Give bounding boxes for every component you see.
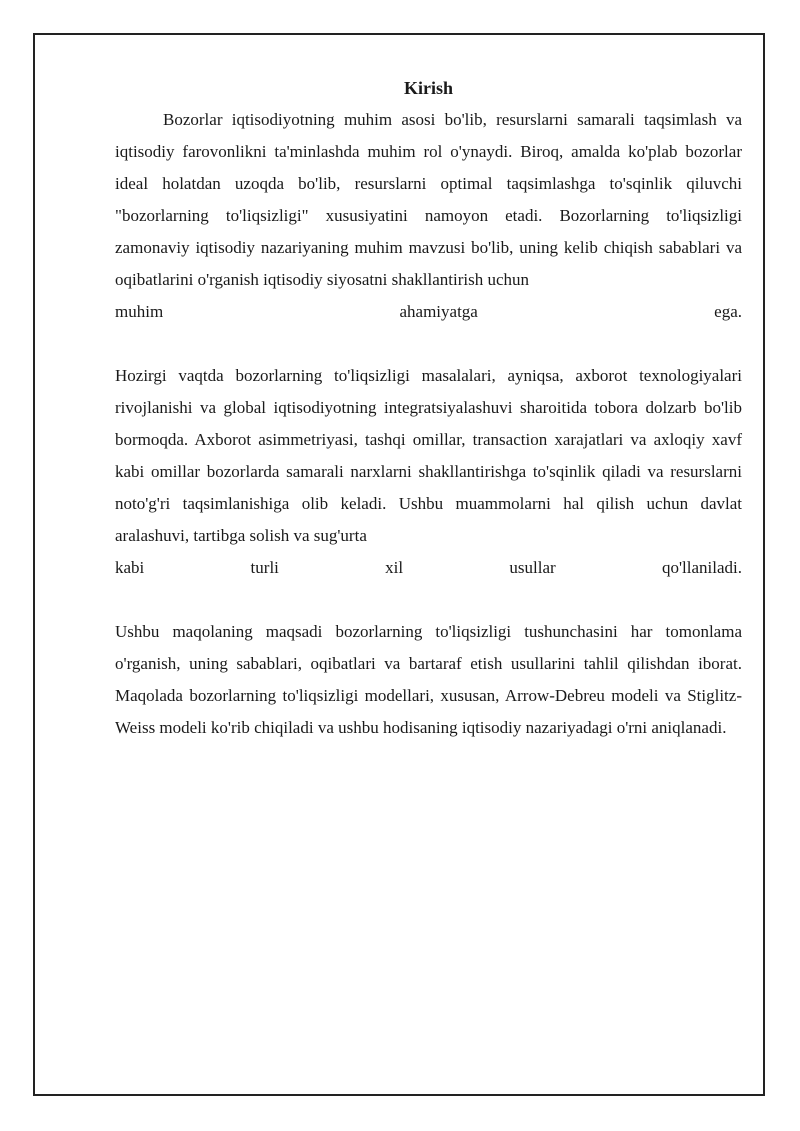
- document-body: [115, 74, 742, 744]
- paragraph-spacer: [115, 584, 742, 616]
- paragraph-3: Ushbu maqolaning maqsadi bozorlarning to'liqsizligi tushunchasini har tomonlama o'rganish, uning sabablari, oqibatlari va bartaraf etish usullarini tahlil qilishdan iborat. Maqolada bozorlarning to'liqsizligi modellari, xususan, Arrow-Debreu modeli va Stiglitz-Weiss modeli ko'rib chiqiladi va ushbu hodisaning iqtisodiy nazariyadagi o'rni aniqlanadi.: [115, 622, 742, 737]
- section-title: Kirish: [403, 78, 453, 98]
- paragraph-spacer: [115, 328, 742, 360]
- paragraph-2: Hozirgi vaqtda bozorlarning to'liqsizligi masalalari, ayniqsa, axborot texnologiyalari rivojlanishi va global iqtisodiyotning integratsiyalashuvi sharoitida tobora dolzarb bo'lib bormoqda. Axborot asimmetriyasi, tashqi omillar, transaction xarajatlari va axloqiy xavf kabi omillar bozorlarda samarali narxlarni shakllantirishga to'sqinlik qiladi va resurslarni noto'g'ri taqsimlanishiga olib keladi. Ushbu muammolarni hal qilish uchun davlat aralashuvi, tartibga solish va sug'urta: [115, 366, 742, 545]
- paragraph-2-last-line: kabi turli xil usullar qo'llaniladi.: [115, 558, 742, 577]
- paragraph-1: Bozorlar iqtisodiyotning muhim asosi bo'lib, resurslarni samarali taqsimlash va iqtisodiy farovonlikni ta'minlashda muhim rol o'ynaydi. Biroq, amalda ko'plab bozorlar ideal holatdan uzoqda bo'lib, resurslarni optimal taqsimlashga to'sqinlik qiluvchi "bozorlarning to'liqsizligi" xususiyatini namoyon etadi. Bozorlarning to'liqsizligi zamonaviy iqtisodiy nazariyaning muhim mavzusi bo'lib, uning kelib chiqish sabablari va oqibatlarini o'rganish iqtisodiy siyosatni shakllantirish uchun: [115, 110, 742, 289]
- paragraph-1-last-line: muhim ahamiyatga ega.: [115, 302, 742, 321]
